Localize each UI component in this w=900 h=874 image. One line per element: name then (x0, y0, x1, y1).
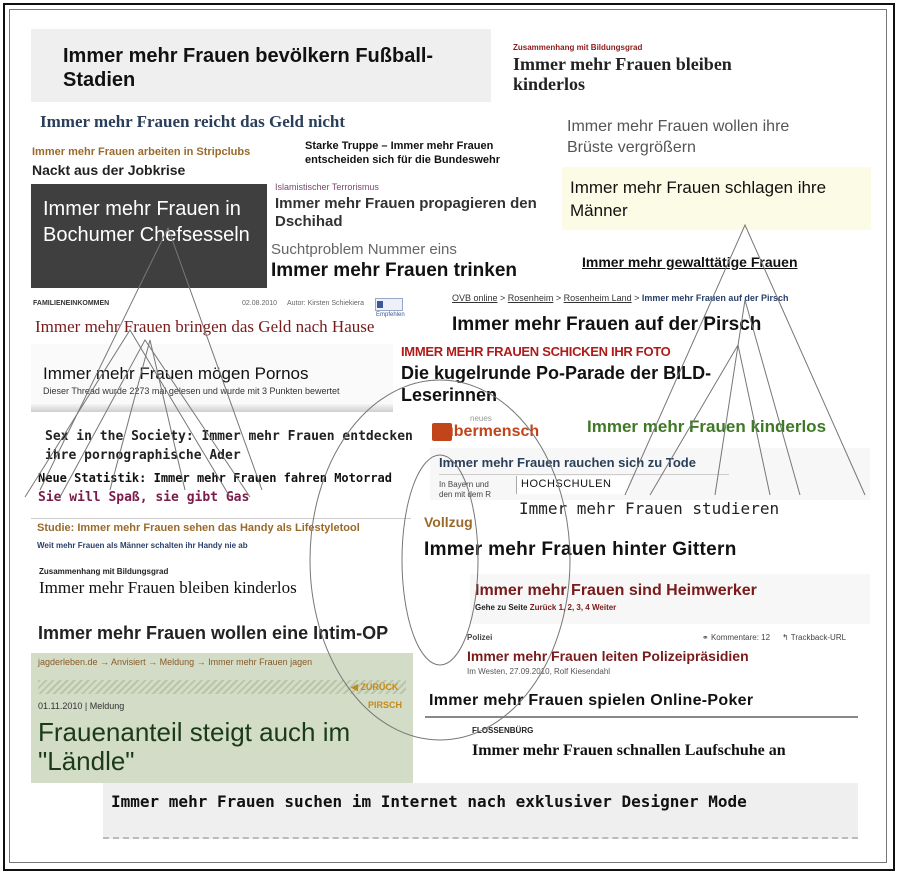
clipping-intim (31, 620, 456, 650)
headline-schlagen: Immer mehr Frauen schlagen ihre Männer (570, 178, 827, 220)
headline-gittern: Immer mehr Frauen hinter Gittern (424, 539, 737, 560)
clipping-familieneinkommen (31, 296, 405, 340)
headline-polizei: Immer mehr Frauen leiten Polizeipräsidien (467, 648, 749, 664)
headline-kinderlos-3: Immer mehr Frauen bleiben kinderlos (39, 578, 297, 597)
subline-motorrad: Sie will Spaß, sie gibt Gas (38, 490, 250, 505)
clipping-pornos (31, 344, 393, 412)
kicker-polizei: Polizei (467, 633, 493, 642)
kicker-dschihad: Islamistischer Terrorismus (275, 182, 379, 192)
kicker-kinderlos-1: Zusammenhang mit Bildungsgrad (513, 43, 643, 52)
headline-bundeswehr: Starke Truppe – Immer mehr Frauen entscheiden sich für die Bundeswehr (305, 140, 500, 166)
headline-motorrad: Neue Statistik: Immer mehr Frauen fahren Motorrad (38, 471, 393, 485)
breadcrumb-jagd[interactable]: jagderleben.de → Anvisiert → Meldung → Immer mehr Frauen jagen (38, 657, 313, 667)
breadcrumb-ovb-home[interactable]: OVB online (452, 293, 498, 303)
hochschulen-label: HOCHSCHULEN (521, 478, 612, 490)
breadcrumb-ovb: OVB online > Rosenheim > Rosenheim Land > Immer mehr Frauen auf der Pirsch (452, 293, 789, 303)
kicker-vollzug: Vollzug (424, 514, 473, 530)
headline-handy: Studie: Immer mehr Frauen sehen das Handy als Lifestyletool (37, 522, 360, 534)
clipping-kinderlos-1 (512, 41, 812, 96)
headline-bild: Die kugelrunde Po-Parade der BILD-Leserinnen (401, 363, 712, 405)
kicker-stripclubs: Immer mehr Frauen arbeiten in Stripclubs (32, 146, 251, 158)
comments-label: Kommentare: 12 (710, 633, 771, 642)
headline-pornos: Immer mehr Frauen mögen Pornos (43, 364, 309, 383)
clipping-vollzug (420, 512, 850, 568)
facebook-icon (377, 301, 383, 308)
jagd-back-button[interactable]: ◀ ZURÜCK (351, 682, 399, 692)
headline-kinderlos-2: Immer mehr Frauen kinderlos (587, 417, 827, 436)
headline-society: Sex in the Society: Immer mehr Frauen entdecken ihre pornographische Ader (45, 429, 413, 463)
headline-poker: Immer mehr Frauen spielen Online-Poker (429, 692, 754, 709)
headline-kinderlos-1: Immer mehr Frauen bleiben kinderlos (513, 54, 732, 94)
clipping-brueste (560, 114, 830, 160)
pornos-bottom-shadow (31, 404, 393, 412)
pager-next-link[interactable]: Weiter (591, 603, 617, 612)
headline-gewalt: Immer mehr gewalttätige Frauen (582, 254, 798, 270)
hochschulen-box (516, 476, 629, 494)
uebermensch-logo-text: übermensch (444, 423, 540, 440)
clipping-heimwerker (470, 574, 870, 624)
headline-intim: Immer mehr Frauen wollen eine Intim-OP (38, 623, 389, 643)
meta-polizei: Im Westen, 27.09.2010, Rolf Kiesendahl (467, 667, 611, 676)
clipping-schlagen (562, 167, 871, 230)
clipping-trinken (268, 240, 558, 286)
author-familien: Autor: Kirsten Schiekiera (287, 300, 365, 307)
poker-bottom-rule (425, 716, 858, 718)
subline-pornos: Dieser Thread wurde 2273 mal gelesen und wurde mit 3 Punkten bewertet (43, 386, 340, 396)
clipping-flossenbuerg (466, 724, 856, 770)
pager-back-link[interactable]: Zurück (529, 603, 557, 612)
clipping-dschihad (270, 181, 560, 229)
headline-heimwerker: Immer mehr Frauen sind Heimwerker (475, 582, 757, 599)
headline-designer: Immer mehr Frauen suchen im Internet nach exklusiver Designer Mode (111, 792, 747, 811)
uebermensch-logo (430, 414, 570, 444)
clipping-rauchen (430, 448, 870, 500)
clipping-bochum (31, 184, 267, 288)
subline-rauchen-2: den mit dem R (439, 490, 492, 499)
date-familien: 02.08.2010 (242, 300, 278, 307)
pager-heimwerker (475, 603, 616, 612)
handy-top-rule (31, 518, 411, 519)
facebook-like-button[interactable] (375, 298, 405, 318)
comment-icon: ⚭ (702, 633, 709, 642)
headline-ovb: Immer mehr Frauen auf der Pirsch (452, 314, 762, 335)
facebook-like-label: Empfehlen (376, 312, 405, 318)
clipping-bild (396, 342, 726, 408)
uebermensch-logo-small: neues (470, 414, 492, 423)
clipping-bundeswehr (302, 138, 552, 170)
subline-rauchen-1: In Bayern und (439, 480, 489, 489)
clipping-poker (425, 688, 858, 718)
breadcrumb-ovb-land[interactable]: Rosenheim Land (563, 293, 632, 303)
clipping-handy (31, 518, 411, 556)
subline-handy: Weit mehr Frauen als Männer schalten ihr Handy nie ab (37, 541, 248, 550)
trackback-polizei[interactable] (782, 633, 846, 642)
clipping-polizei (462, 630, 862, 682)
clipping-gewalt (578, 252, 848, 276)
clipping-motorrad (31, 468, 421, 510)
kicker-kinderlos-3: Zusammenhang mit Bildungsgrad (39, 567, 169, 576)
headline-brueste: Immer mehr Frauen wollen ihre Brüste vergrößern (567, 118, 790, 156)
headline-dschihad: Immer mehr Frauen propagieren den Dschihad (275, 195, 537, 230)
trackback-label: Trackback-URL (790, 633, 847, 642)
trackback-icon: ↰ (782, 633, 789, 642)
clipping-designer (103, 783, 858, 839)
headline-studieren: Immer mehr Frauen studieren (519, 499, 780, 518)
headline-stripclubs: Nackt aus der Jobkrise (32, 162, 186, 178)
breadcrumb-ovb-current: Immer mehr Frauen auf der Pirsch (641, 293, 789, 303)
headline-bochum: Immer mehr Frauen in Bochumer Chefsesseln (43, 198, 250, 246)
headline-fussball: Immer mehr Frauen bevölkern Fußball-Stadien (63, 45, 434, 91)
clipping-uebermensch (430, 414, 578, 448)
clipping-ovb (448, 290, 858, 342)
clipping-society (31, 424, 426, 466)
jagd-pirsch-label: PIRSCH (368, 700, 403, 710)
clipping-fussball (31, 29, 491, 102)
headline-jagd: Frauenanteil steigt auch im "Ländle" (38, 717, 351, 776)
kicker-bild: IMMER MEHR FRAUEN SCHICKEN IHR FOTO (401, 344, 671, 359)
breadcrumb-ovb-rosenheim[interactable]: Rosenheim (507, 293, 554, 303)
clipping-kinderlos-3 (31, 566, 321, 620)
rauchen-divider (439, 474, 729, 475)
kicker-flossenbuerg: FLOSSENBÜRG (472, 726, 534, 735)
pager-pages[interactable]: 1, 2, 3, 4 (558, 603, 590, 612)
clipping-jagd (31, 653, 413, 783)
headline-rauchen: Immer mehr Frauen rauchen sich zu Tode (439, 455, 696, 470)
headline-geld: Immer mehr Frauen reicht das Geld nicht (40, 112, 346, 131)
clipping-kinderlos-2 (583, 414, 873, 442)
clipping-stripclubs (28, 144, 298, 180)
kicker-familien: FAMILIENEINKOMMEN (33, 300, 110, 307)
kicker-trinken: Suchtproblem Nummer eins (271, 241, 457, 258)
clipping-geld (24, 110, 404, 136)
headline-familien: Immer mehr Frauen bringen das Geld nach Hause (35, 317, 375, 336)
comments-polizei[interactable] (702, 633, 770, 642)
headline-trinken: Immer mehr Frauen trinken (271, 260, 518, 281)
pager-label: Gehe zu Seite (475, 603, 528, 612)
meta-jagd: 01.11.2010 | Meldung (38, 701, 125, 711)
headline-laufschuhe: Immer mehr Frauen schnallen Laufschuhe an (472, 742, 786, 759)
